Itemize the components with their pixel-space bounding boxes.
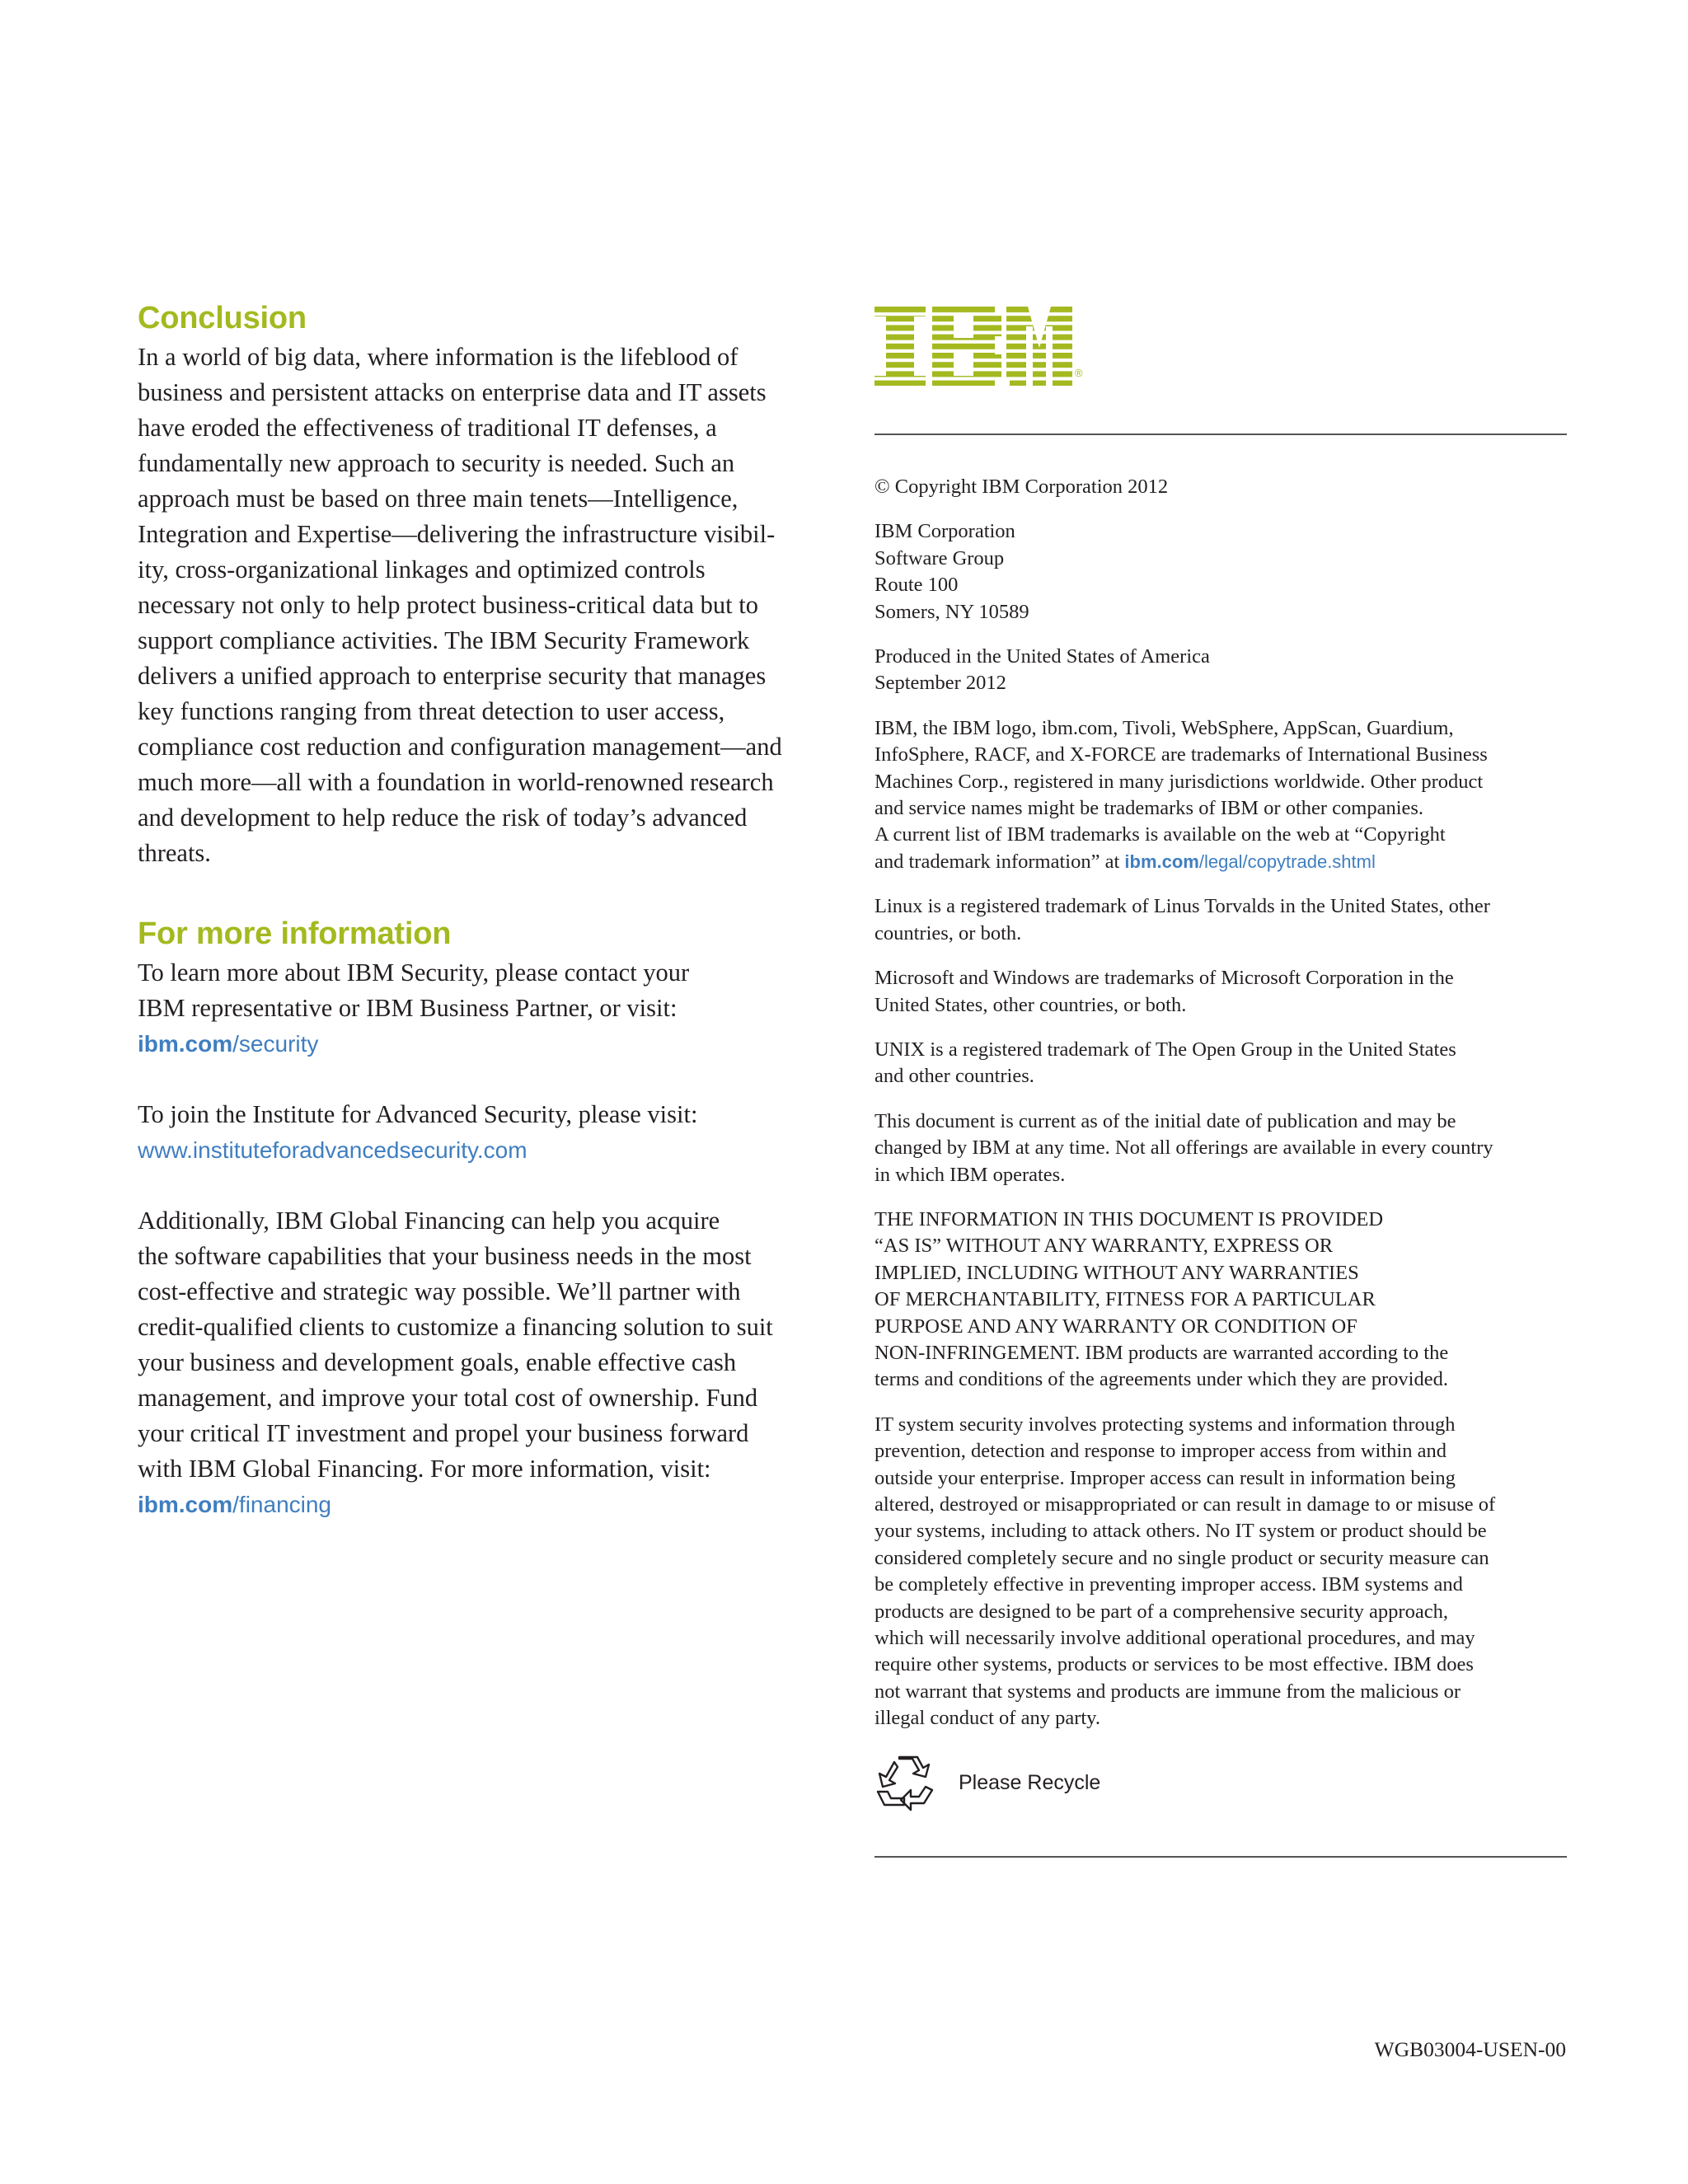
text-line: United States, other countries, or both. <box>874 993 1187 1016</box>
text-line: threats. <box>138 839 211 867</box>
text-line: To join the Institute for Advanced Security, please visit: <box>138 1100 698 1128</box>
text-line: In a world of big data, where information is the lifeblood of <box>138 343 738 371</box>
left-column <box>138 297 838 1522</box>
link-domain: ibm.com <box>1124 851 1199 872</box>
address-line: IBM Corporation <box>874 520 1015 543</box>
text-line: key functions ranging from threat detection to user access, <box>138 697 725 725</box>
copyright: © Copyright IBM Corporation 2012 <box>874 476 1169 498</box>
spacer <box>874 875 1567 893</box>
text-line: your business and development goals, enable effective cash <box>138 1348 737 1376</box>
recycle-icon <box>874 1754 937 1813</box>
text-line: THE INFORMATION IN THIS DOCUMENT IS PROVIDED <box>874 1207 1384 1230</box>
text-line: approach must be based on three main tenets—Intelligence, <box>138 485 738 513</box>
text-line: Microsoft and Windows are trademarks of Microsoft Corporation in the <box>874 967 1454 990</box>
address-block <box>874 518 1567 626</box>
text-line: which will necessarily involve additional operational procedures, and may <box>874 1627 1475 1650</box>
text-line: countries, or both. <box>874 921 1022 944</box>
disclaimer-paragraph <box>874 1207 1567 1394</box>
text-line: with IBM Global Financing. For more information, visit: <box>138 1455 711 1483</box>
text-line: A current list of IBM trademarks is available on the web at “Copyright <box>874 823 1446 846</box>
spacer <box>874 1188 1567 1207</box>
link-path: /financing <box>232 1492 332 1517</box>
text-line: terms and conditions of the agreements under which they are provided. <box>874 1368 1448 1391</box>
spacer <box>138 1168 838 1203</box>
spacer <box>138 871 838 912</box>
conclusion-paragraph <box>138 340 838 871</box>
text-line: in which IBM operates. <box>874 1163 1066 1186</box>
spacer <box>874 500 1567 518</box>
text-line: Additionally, IBM Global Financing can help you acquire <box>138 1207 720 1235</box>
recycle-label: Please Recycle <box>959 1771 1101 1795</box>
more-info-heading: For more information <box>138 916 452 951</box>
spacer <box>874 697 1567 715</box>
text-line: “AS IS” WITHOUT ANY WARRANTY, EXPRESS OR <box>874 1235 1334 1258</box>
divider-top <box>874 434 1567 435</box>
text-line: prevention, detection and response to improper access from within and <box>874 1440 1447 1463</box>
text-line: cost-effective and strategic way possible. We’ll partner with <box>138 1277 741 1305</box>
text-line: UNIX is a registered trademark of The Open Group in the United States <box>874 1038 1456 1061</box>
it-security-paragraph <box>874 1412 1567 1732</box>
address-line: Software Group <box>874 546 1005 569</box>
text-line: IBM representative or IBM Business Partner, or visit: <box>138 994 678 1022</box>
text-line: your systems, including to attack others. No IT system or product should be <box>874 1520 1487 1543</box>
text-line: fundamentally new approach to security is needed. Such an <box>138 449 735 477</box>
text-line: management, and improve your total cost of ownership. Fund <box>138 1384 758 1412</box>
spacer <box>874 1090 1567 1108</box>
conclusion-heading: Conclusion <box>138 301 307 335</box>
text-line: much more—all with a foundation in world-renowned research <box>138 768 774 796</box>
text-line: Machines Corp., registered in many jurisdictions worldwide. Other product <box>874 770 1484 793</box>
text-line: have eroded the effectiveness of traditional IT defenses, a <box>138 414 717 442</box>
spacer <box>874 626 1567 644</box>
spacer <box>874 1394 1567 1412</box>
text-line: InfoSphere, RACF, and X-FORCE are trademarks of International Business <box>874 743 1488 766</box>
copytrade-link[interactable] <box>1124 851 1375 872</box>
text-line: credit-qualified clients to customize a financing solution to suit <box>138 1313 773 1341</box>
text-line: necessary not only to help protect business-critical data but to <box>138 591 758 619</box>
text-line: IBM, the IBM logo, ibm.com, Tivoli, WebSphere, AppScan, Guardium, <box>874 716 1454 739</box>
spacer <box>138 1062 838 1097</box>
text-line: not warrant that systems and products are immune from the malicious or <box>874 1680 1461 1703</box>
security-link[interactable] <box>138 1026 838 1062</box>
text-line: support compliance activities. The IBM Security Framework <box>138 626 750 654</box>
document-code: WGB03004-USEN-00 <box>1374 2037 1566 2061</box>
text-line: delivers a unified approach to enterprise security that manages <box>138 662 767 690</box>
text-line: considered completely secure and no single product or security measure can <box>874 1546 1489 1569</box>
text-line: This document is current as of the initial date of publication and may be <box>874 1109 1456 1132</box>
financing-paragraph <box>138 1203 838 1487</box>
text-line: compliance cost reduction and configuration management—and <box>138 733 782 761</box>
text-fragment: and trademark information” at <box>874 850 1125 873</box>
legal-text <box>874 474 1567 1813</box>
right-column <box>874 307 1567 389</box>
text-line: be completely effective in preventing improper access. IBM systems and <box>874 1573 1463 1596</box>
text-line: Linux is a registered trademark of Linus Torvalds in the United States, other <box>874 895 1490 918</box>
text-line: IT system security involves protecting systems and information through <box>874 1413 1456 1436</box>
text-line: business and persistent attacks on enterprise data and IT assets <box>138 378 767 406</box>
registered-mark: ® <box>1075 367 1083 379</box>
produced-line: September 2012 <box>874 672 1006 695</box>
text-line: ity, cross-organizational linkages and optimized controls <box>138 555 706 583</box>
text-line: Integration and Expertise—delivering the infrastructure visibil- <box>138 520 776 548</box>
text-line: require other systems, products or services to be most effective. IBM does <box>874 1653 1474 1676</box>
link-domain: ibm.com <box>138 1031 233 1057</box>
spacer <box>874 947 1567 965</box>
produced-line: Produced in the United States of America <box>874 645 1210 668</box>
address-line: Route 100 <box>874 574 959 597</box>
ibm-logo <box>874 307 1097 389</box>
recycle-notice <box>874 1754 1567 1813</box>
link-domain: ibm.com <box>138 1492 233 1517</box>
text-line: and service names might be trademarks of IBM or other companies. <box>874 797 1424 820</box>
link-path: /legal/copytrade.shtml <box>1198 851 1376 872</box>
text-line: outside your enterprise. Improper access can result in information being <box>874 1466 1456 1489</box>
text-line: OF MERCHANTABILITY, FITNESS FOR A PARTICULAR <box>874 1288 1376 1311</box>
text-line: and other countries. <box>874 1065 1034 1088</box>
text-line: the software capabilities that your business needs in the most <box>138 1242 752 1270</box>
spacer <box>874 1019 1567 1037</box>
trademarks-paragraph <box>874 715 1567 875</box>
text-line: products are designed to be part of a comprehensive security approach, <box>874 1600 1448 1623</box>
institute-link[interactable]: www.instituteforadvancedsecurity.com <box>138 1137 528 1163</box>
ibm-striped-logo-icon <box>874 307 1072 386</box>
text-line: PURPOSE AND ANY WARRANTY OR CONDITION OF <box>874 1315 1357 1338</box>
text-line: changed by IBM at any time. Not all offerings are available in every country <box>874 1137 1493 1160</box>
financing-link[interactable] <box>138 1487 838 1522</box>
link-path: /security <box>232 1031 319 1057</box>
text-line: To learn more about IBM Security, please contact your <box>138 958 690 987</box>
text-line: altered, destroyed or misappropriated or can result in damage to or misuse of <box>874 1493 1496 1516</box>
text-line: illegal conduct of any party. <box>874 1707 1100 1730</box>
divider-bottom <box>874 1856 1567 1858</box>
text-line: IMPLIED, INCLUDING WITHOUT ANY WARRANTIES <box>874 1261 1359 1284</box>
text-line: and development to help reduce the risk of today’s advanced <box>138 804 748 832</box>
address-line: Somers, NY 10589 <box>874 600 1029 623</box>
text-line: NON-INFRINGEMENT. IBM products are warranted according to the <box>874 1341 1449 1364</box>
text-line <box>874 849 1567 875</box>
text-line: your critical IT investment and propel your business forward <box>138 1419 749 1447</box>
